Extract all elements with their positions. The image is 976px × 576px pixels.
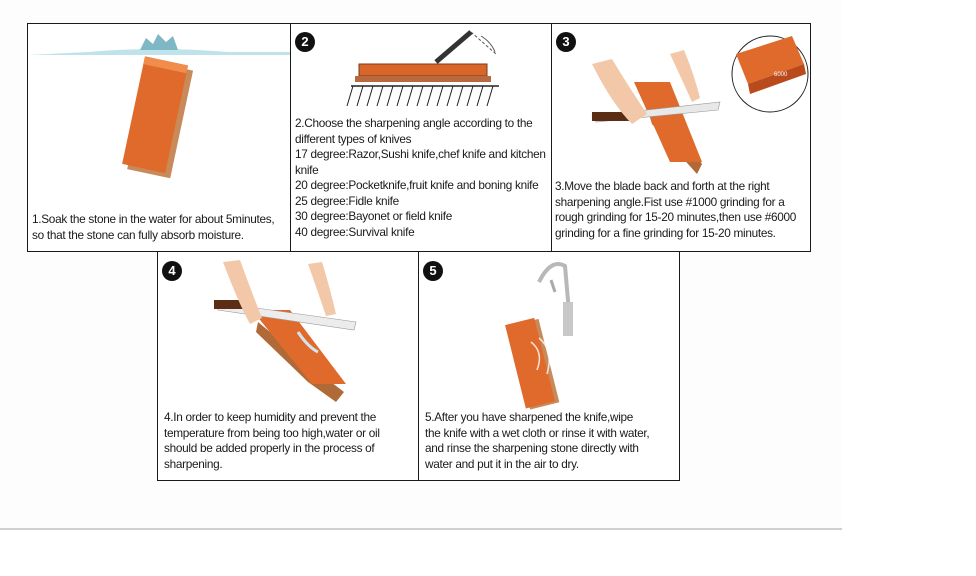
step-number-badge: 2 (295, 32, 315, 52)
step-number-badge: 4 (162, 261, 182, 281)
step-4-panel (157, 251, 419, 481)
step-2-text: 2.Choose the sharpening angle according to the different types of knives 17 degree:Razor,Sushi knife,chef knife and kitchen knife 20 degree:Pocketknife,fruit knife and boning knife 25 degree:Fidle knife 30 degree:Bayonet or field knife 40 degree:Survival knife (295, 116, 546, 239)
add-water-illustration (158, 252, 418, 407)
step-number-badge: 5 (423, 261, 443, 281)
angle-diagram-illustration (291, 24, 551, 114)
step-4-text: 4.In order to keep humidity and prevent the temperature from being too high,water or oil should be added properly in the process of sharpening. (164, 410, 380, 471)
stone-grit-label: 6000 (774, 72, 788, 78)
step-1-text: 1.Soak the stone in the water for about 5minutes, so that the stone can fully absorb moisture. (32, 212, 275, 242)
step-5-text: 5.After you have sharpened the knife,wipe the knife with a wet cloth or rinse it with water, and rinse the sharpening stone directly with water and put it in the air to dry. (425, 410, 650, 471)
step-3-panel (551, 23, 811, 252)
step-1-panel (27, 23, 291, 252)
step-2-panel (290, 23, 552, 252)
step-3-text: 3.Move the blade back and forth at the right sharpening angle.Fist use #1000 grinding for a rough grinding for 15-20 minutes,then use #6000 grinding for a fine grinding for 15-20 minutes. (555, 179, 797, 240)
grinding-illustration (552, 24, 810, 176)
step-number-badge: 3 (556, 32, 576, 52)
soak-stone-illustration (28, 24, 290, 184)
rinse-stone-illustration (419, 252, 679, 410)
step-5-panel (418, 251, 680, 481)
